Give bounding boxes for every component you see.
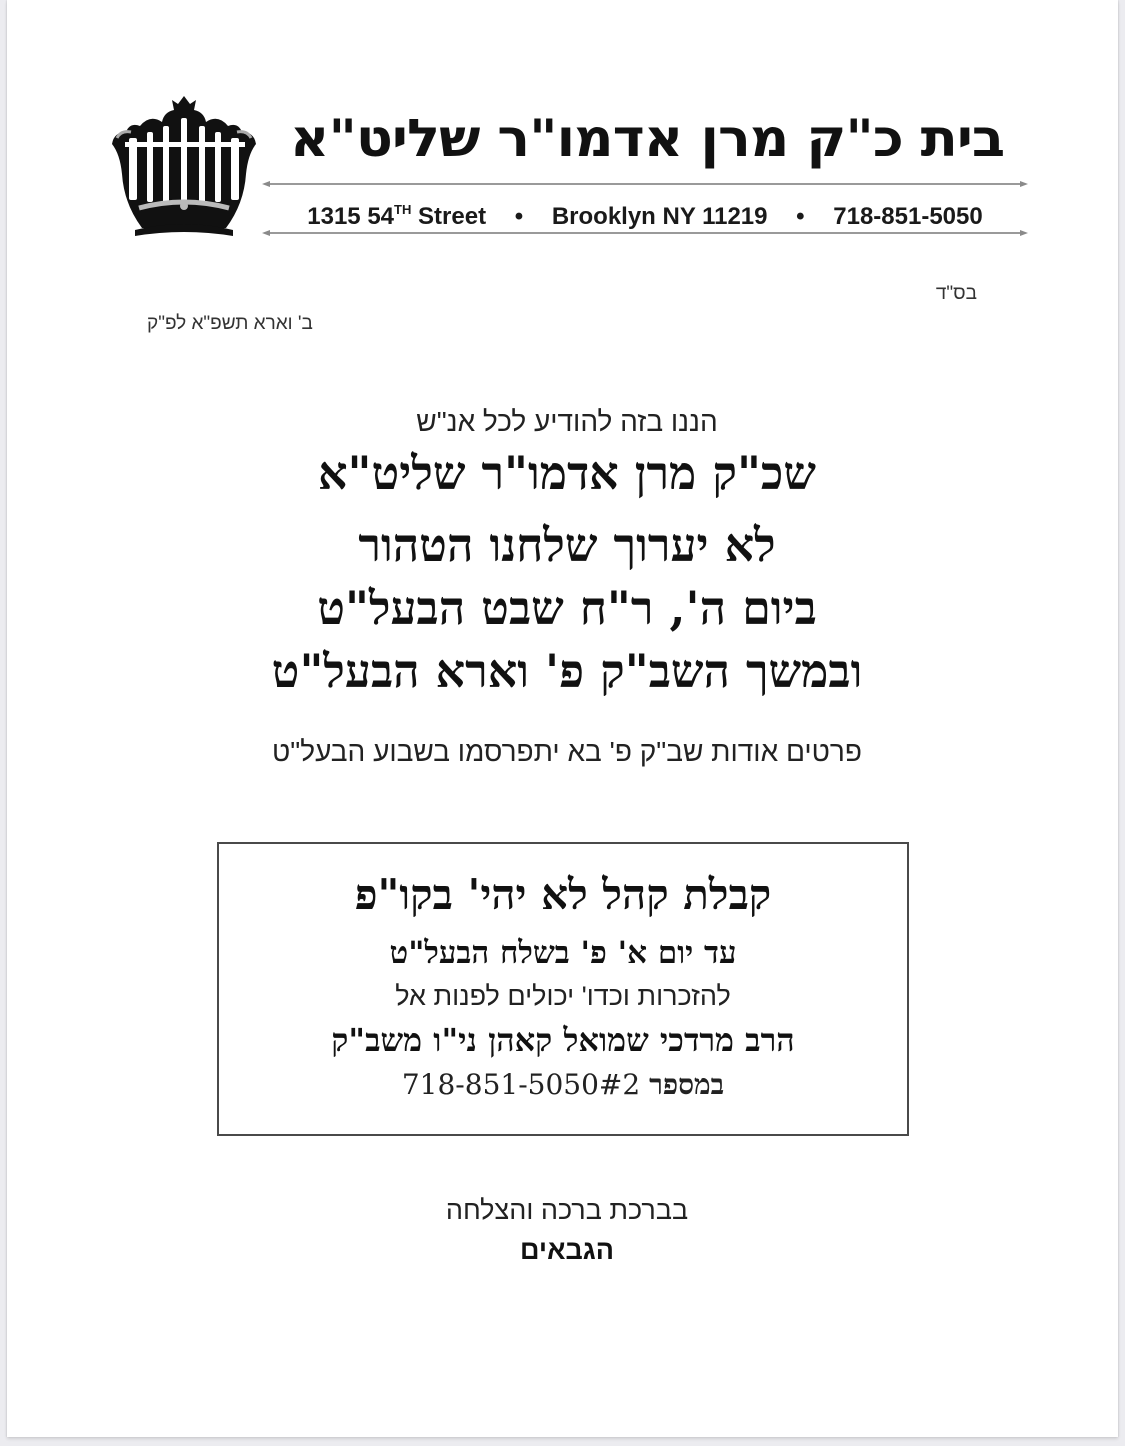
city: Brooklyn NY 11219 — [551, 203, 768, 230]
headline-line-2: לא יערוך שלחנו הטהור — [358, 518, 776, 572]
header-rule-top — [268, 183, 1022, 185]
street-suffix: TH — [394, 202, 412, 217]
notice-line-3: להזכרות וכדו' יכולים לפנות אל — [395, 981, 731, 1011]
hebrew-date: ב' וארא תשפ"א לפ"ק — [147, 313, 313, 334]
notice-line-1: קבלת קהל לא יהי' בקו"פ — [354, 870, 772, 919]
notice-box — [217, 842, 909, 1136]
letterhead-title: בית כ"ק מרן אדמו"ר שליט"א — [289, 109, 1005, 169]
closing-blessing: בברכת ברכה והצלחה — [445, 1195, 689, 1225]
headline-line-1: שכ"ק מרן אדמו"ר שליט"א — [318, 446, 816, 500]
letterhead-address — [268, 190, 1022, 230]
phone-label: במספר — [649, 1068, 725, 1101]
notice-contact-name: הרב מרדכי שמואל קאהן ני"ו משב"ק — [331, 1021, 795, 1059]
separator-dot: • — [514, 203, 524, 230]
separator-dot: • — [796, 203, 805, 230]
header-rule-bottom — [268, 232, 1022, 234]
notice-line-2: עד יום א' פ' בשלח הבעל"ט — [389, 935, 737, 971]
crown-logo-icon — [101, 92, 267, 242]
bsd-mark: בס"ד — [935, 283, 977, 304]
intro-line: הננו בזה להודיע לכל אנ"ש — [416, 406, 718, 437]
notice-phone-line — [219, 1066, 907, 1104]
headline-line-3: ביום ה', ר"ח שבט הבעל"ט — [317, 581, 817, 635]
document-page — [7, 0, 1118, 1437]
signers: הגבאים — [520, 1235, 614, 1265]
street-number: 1315 54 — [307, 203, 395, 230]
details-note: פרטים אודות שב"ק פ' בא יתפרסמו בשבוע הבעל"ט — [272, 736, 862, 767]
phone-number-ext: 718-851-5050#2 — [401, 1068, 641, 1101]
phone-number: 718-851-5050 — [833, 203, 983, 230]
headline-line-4: ובמשך השב"ק פ' וארא הבעל"ט — [271, 644, 863, 698]
street-name: Street — [418, 203, 487, 230]
